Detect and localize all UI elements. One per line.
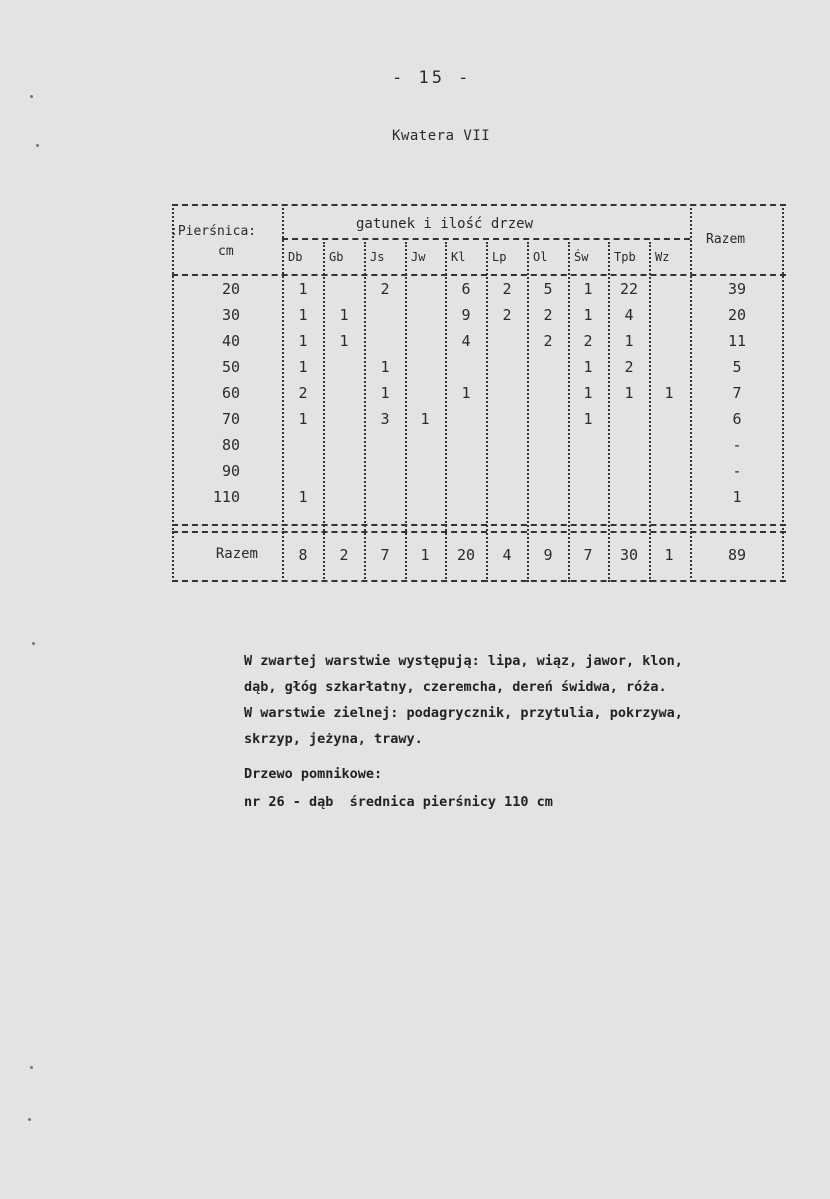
species-header-1: Db	[288, 250, 303, 264]
table-bottom-rule	[172, 580, 786, 582]
diameter-cell: 90	[221, 462, 240, 480]
count-cell: 1	[624, 332, 634, 350]
row-total-cell: 5	[732, 358, 742, 376]
diameter-cell: 50	[221, 358, 240, 376]
species-header-9: Tpb	[614, 250, 636, 264]
sum-row-label: Razem	[215, 546, 258, 562]
total-header: Razem	[706, 232, 746, 247]
sum-cell: 20	[456, 546, 476, 564]
scan-speck	[30, 1066, 33, 1069]
count-cell: 1	[583, 358, 593, 376]
count-cell: 3	[380, 410, 390, 428]
sum-top-rule	[172, 531, 786, 533]
count-cell: 1	[583, 410, 593, 428]
count-cell: 5	[543, 280, 553, 298]
diameter-column-divider	[282, 204, 284, 582]
sum-cell: 7	[380, 546, 390, 564]
count-cell: 4	[461, 332, 471, 350]
sum-cell: 8	[298, 546, 308, 564]
sum-cell: 7	[583, 546, 593, 564]
table-left-border	[172, 204, 174, 582]
scan-speck	[30, 95, 33, 98]
count-cell: 1	[420, 410, 430, 428]
group-header-underline	[282, 238, 690, 240]
paragraph-line: W zwartej warstwie występują: lipa, wiąz, jawor, klon,	[244, 653, 683, 669]
count-cell: 1	[664, 384, 674, 402]
species-header-8: Św	[574, 250, 589, 264]
scan-speck	[36, 144, 39, 147]
section-title: Kwatera VII	[392, 128, 491, 144]
count-cell: 1	[380, 358, 390, 376]
sum-cell: 4	[502, 546, 512, 564]
diameter-cell: 20	[221, 280, 240, 298]
species-column-divider	[445, 242, 447, 582]
count-cell: 6	[461, 280, 471, 298]
count-cell: 9	[461, 306, 471, 324]
page-number: - 15 -	[392, 68, 472, 88]
diameter-unit-header: cm	[218, 244, 234, 259]
species-header-4: Jw	[411, 250, 426, 264]
row-total-cell: 1	[732, 488, 742, 506]
species-header-5: Kl	[451, 250, 466, 264]
diameter-cell: 70	[221, 410, 240, 428]
paragraph-line: skrzyp, jeżyna, trawy.	[244, 731, 423, 747]
count-cell: 2	[502, 280, 512, 298]
species-column-divider	[323, 242, 325, 582]
species-column-divider	[527, 242, 529, 582]
total-column-divider	[690, 204, 692, 582]
body-bottom-rule	[172, 524, 786, 526]
species-column-divider	[486, 242, 488, 582]
scan-speck	[32, 642, 35, 645]
monument-tree-note	[244, 760, 553, 816]
species-header-7: Ol	[533, 250, 548, 264]
diameter-cell: 110	[212, 488, 240, 506]
count-cell: 1	[624, 384, 634, 402]
count-cell: 1	[298, 358, 308, 376]
paragraph-line: W warstwie zielnej: podagrycznik, przytulia, pokrzywa,	[244, 705, 683, 721]
count-cell: 1	[298, 306, 308, 324]
count-cell: 1	[583, 306, 593, 324]
species-column-divider	[568, 242, 570, 582]
count-cell: 1	[298, 488, 308, 506]
sum-cell: 30	[619, 546, 639, 564]
count-cell: 1	[339, 332, 349, 350]
row-total-cell: 7	[732, 384, 742, 402]
count-cell: 2	[298, 384, 308, 402]
count-cell: 1	[298, 280, 308, 298]
note-line: Drzewo pomnikowe:	[244, 766, 383, 782]
row-total-cell: -	[732, 436, 742, 454]
species-column-divider	[608, 242, 610, 582]
count-cell: 1	[461, 384, 471, 402]
count-cell: 1	[583, 280, 593, 298]
count-cell: 1	[380, 384, 390, 402]
diameter-cell: 60	[221, 384, 240, 402]
diameter-cell: 30	[221, 306, 240, 324]
count-cell: 1	[339, 306, 349, 324]
diameter-cell: 80	[221, 436, 240, 454]
species-column-divider	[364, 242, 366, 582]
count-cell: 2	[624, 358, 634, 376]
count-cell: 1	[583, 384, 593, 402]
tree-diameter-table	[172, 204, 786, 586]
grand-total-cell: 89	[727, 546, 747, 564]
paragraph-line: dąb, głóg szkarłatny, czeremcha, dereń świdwa, róża.	[244, 679, 667, 695]
row-total-cell: 20	[727, 306, 747, 324]
species-header-10: Wz	[655, 250, 670, 264]
species-header-3: Js	[370, 250, 385, 264]
count-cell: 4	[624, 306, 634, 324]
count-cell: 22	[619, 280, 639, 298]
sum-cell: 1	[664, 546, 674, 564]
sum-cell: 2	[339, 546, 349, 564]
count-cell: 2	[543, 332, 553, 350]
count-cell: 1	[298, 332, 308, 350]
sum-cell: 9	[543, 546, 553, 564]
row-total-cell: 6	[732, 410, 742, 428]
count-cell: 2	[583, 332, 593, 350]
count-cell: 2	[502, 306, 512, 324]
diameter-header: :Pierśnica:	[170, 224, 257, 239]
count-cell: 2	[380, 280, 390, 298]
header-bottom-rule	[172, 274, 786, 276]
note-line: nr 26 - dąb średnica pierśnicy 110 cm	[244, 794, 553, 810]
table-top-rule	[172, 204, 786, 206]
row-total-cell: -	[732, 462, 742, 480]
count-cell: 1	[298, 410, 308, 428]
row-total-cell: 39	[727, 280, 747, 298]
table-right-border	[782, 204, 784, 582]
diameter-cell: 40	[221, 332, 240, 350]
species-column-divider	[405, 242, 407, 582]
row-total-cell: 11	[727, 332, 747, 350]
count-cell: 2	[543, 306, 553, 324]
sum-cell: 1	[420, 546, 430, 564]
species-header-2: Gb	[329, 250, 344, 264]
species-group-header: gatunek i ilość drzew	[356, 216, 534, 232]
vegetation-paragraph	[244, 648, 683, 752]
species-column-divider	[649, 242, 651, 582]
scan-speck	[28, 1118, 31, 1121]
species-header-6: Lp	[492, 250, 507, 264]
